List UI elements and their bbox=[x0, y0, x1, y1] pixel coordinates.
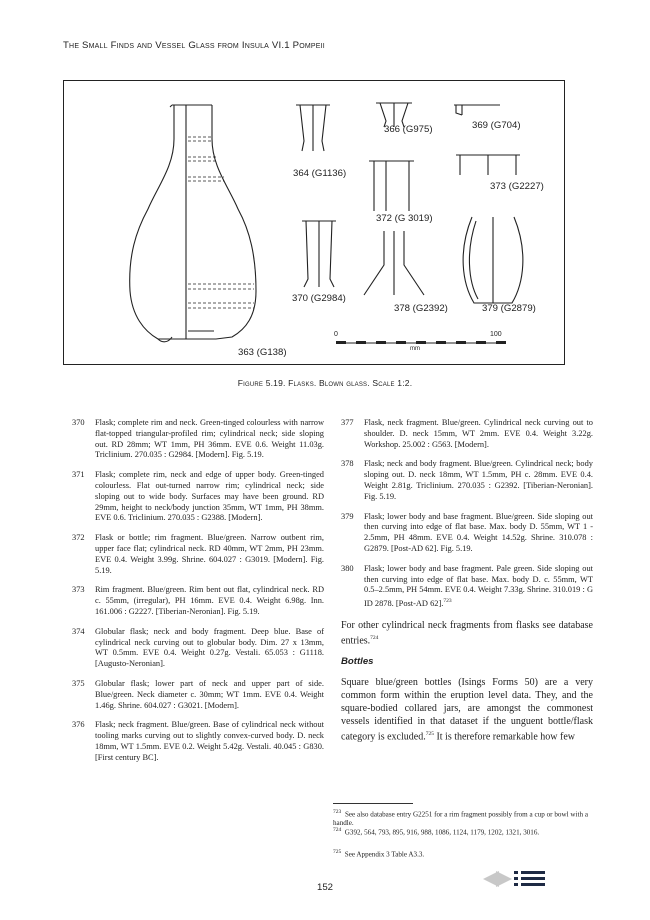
figure-label-379: 379 (G2879) bbox=[482, 303, 536, 314]
forward-arrow-icon[interactable] bbox=[495, 869, 513, 894]
figure-label-378: 378 (G2392) bbox=[394, 303, 448, 314]
body-paragraph: For other cylindrical neck fragments from flasks see database entries.$^{724}$ bbox=[341, 619, 593, 647]
catalogue-entry: 370 Flask; complete rim and neck. Green-tinged colourless with narrow flat-topped triangular-profiled rim; cylindrical neck; side sloping out. RD 28mm; WT 1mm, PH 36mm. EVE 0.6. Weight 11.03g. Triclinium. 270.035 : G2984. [Modern]. Fig. 5.19. bbox=[72, 418, 324, 460]
flask-380-drawing bbox=[469, 221, 478, 299]
catalogue-entry: 380 Flask; lower body and base fragment. Pale green. Side sloping out then curving into edge of flat base. Max. body D. c. 55mm, WT 0.5–2.5mm, PH 54mm. EVE 0.4. Weight 7.33g. Shrine. 310.019 : G ID 2878. [Post-AD 62].$^{723}$ bbox=[341, 563, 593, 608]
figure-label-372: 372 (G 3019) bbox=[376, 213, 433, 224]
scale-unit: mm bbox=[410, 346, 420, 352]
footnote: $^{723}$ See also database entry G2251 for a rim fragment possibly from a cup or bowl with a handle. bbox=[333, 809, 589, 827]
catalogue-entry: 378 Flask; neck and body fragment. Blue/green. Cylindrical neck; body sloping out. D. neck 18mm, WT 1.5mm, PH c. 28mm. EVE 0.4. Weight 2.81g. Triclinium. 270.035 : G2392. [Tiberian-Neronian]. Fig. 5.19. bbox=[341, 459, 593, 501]
contents-icon[interactable] bbox=[514, 870, 546, 893]
catalogue-entry: 373 Rim fragment. Blue/green. Rim bent out flat, cylindrical neck. RD c. 55mm, (irregular), PH 16mm. EVE 0.4. Weight 6.98g. Inn. 161.006 : G2227. [Tiberian-Neronian]. Fig. 5.19. bbox=[72, 585, 324, 616]
footnote-ref[interactable]: 724 bbox=[370, 634, 379, 641]
flask-363-drawing bbox=[130, 105, 256, 342]
footnote: $^{724}$ G392, 564, 793, 895, 916, 988, 1086, 1124, 1179, 1202, 1321, 3016. bbox=[333, 827, 540, 837]
catalogue-column-right bbox=[341, 418, 593, 743]
footnote-rule bbox=[333, 803, 413, 804]
footnote-ref[interactable]: 723 bbox=[443, 598, 452, 605]
flask-364-drawing bbox=[296, 105, 330, 151]
catalogue-entry: 371 Flask; complete rim, neck and edge of upper body. Green-tinged colourless. Flat out-turned narrow rim; cylindrical neck; side sloping out to wide body. Surfaces may have been ground. RD 29mm, height to neck/body junction 35mm, WT 1mm, PH 38mm. EVE 0.6. Triclinium. 270.035 : G2388. [Modern]. bbox=[72, 470, 324, 523]
footnote: $^{725}$ See Appendix 3 Table A3.3. bbox=[333, 849, 425, 859]
flask-373-drawing bbox=[456, 155, 520, 175]
flask-379-drawing bbox=[463, 217, 523, 303]
page-number: 152 bbox=[316, 882, 333, 893]
figure-label-369: 369 (G704) bbox=[472, 120, 521, 131]
body-paragraph: Square blue/green bottles (Isings Forms 50) are a very common form within the eruption level data. They, and the square-bodied collared jars, are amongst the commonest vessels identified in that dataset if the unguent bottle/flask category is excluded.$^{725}$ It is therefore remarkable how few bbox=[341, 677, 593, 743]
catalogue-entry: 377 Flask, neck fragment. Blue/green. Cylindrical neck curving out to shoulder. D. neck 15mm, WT 2mm. EVE 0.4. Weight 3.22g. Workshop. 25.002 : G563. [Modern]. bbox=[341, 418, 593, 449]
catalogue-column-left bbox=[72, 418, 324, 773]
scale-bar bbox=[336, 341, 506, 344]
figure-label-366: 366 (G975) bbox=[384, 124, 433, 135]
catalogue-entry: 372 Flask or bottle; rim fragment. Blue/green. Narrow outbent rim, upper face flat; cylindrical neck. RD 40mm, WT 2mm, PH 23mm. EVE 0.4. Weight 3.99g. Shrine. 604.027 : G3019. [Modern]. Fig. 5.19. bbox=[72, 533, 324, 575]
section-heading-bottles: Bottles bbox=[341, 656, 374, 668]
catalogue-entry: 379 Flask; lower body and base fragment. Blue/green. Side sloping out then curving into edge of flat base. Max. body D. 55mm, WT 1 - 2.5mm, PH 48mm. EVE 0.4. Weight 14.52g. Shrine. 310.078 : G2879. [Post-AD 62]. Fig. 5.19. bbox=[341, 511, 593, 553]
flask-372-drawing bbox=[369, 161, 414, 211]
figure-label-364: 364 (G1136) bbox=[293, 168, 347, 179]
figure-label-363: 363 (G138) bbox=[238, 347, 287, 358]
figure-label-370: 370 (G2984) bbox=[292, 293, 346, 304]
catalogue-entry: 374 Globular flask; neck and body fragment. Deep blue. Base of cylindrical neck curving out to globular body. Dim. 27 x 13mm, WT 0.5mm. EVE 0.4. Weight 0.27g. Vestali. 65.053 : G1118. [Augusto-Neronian]. bbox=[72, 626, 324, 669]
scale-hundred: 100 bbox=[490, 331, 502, 338]
figure-label-373: 373 (G2227) bbox=[490, 181, 544, 192]
flask-369-drawing bbox=[454, 105, 500, 115]
catalogue-entry: 376 Flask; neck fragment. Blue/green. Base of cylindrical neck without tooling marks curving out to slightly convex-curved body. D. neck 18mm, WT 1.5mm. EVE 0.2. Weight 5.42g. Vestali. 40.045 : G830. [First century BC]. bbox=[72, 720, 324, 762]
figure-caption: Figure 5.19. Flasks. Blown glass. Scale 1:2. bbox=[237, 378, 413, 388]
flask-378-drawing bbox=[364, 231, 424, 295]
scale-zero: 0 bbox=[334, 331, 338, 338]
flask-370-drawing bbox=[302, 221, 336, 287]
catalogue-entry: 375 Globular flask; lower part of neck and upper part of side. Blue/green. Neck diameter c. 30mm; WT 1mm. EVE 0.4. Weight 1.46g. Shrine. 604.027 : G3021. [Modern]. bbox=[72, 678, 324, 710]
running-header: The Small Finds and Vessel Glass from Insula VI.1 Pompeii bbox=[63, 40, 325, 51]
figure-flasks bbox=[63, 80, 565, 365]
footnote-ref[interactable]: 725 bbox=[425, 731, 434, 738]
